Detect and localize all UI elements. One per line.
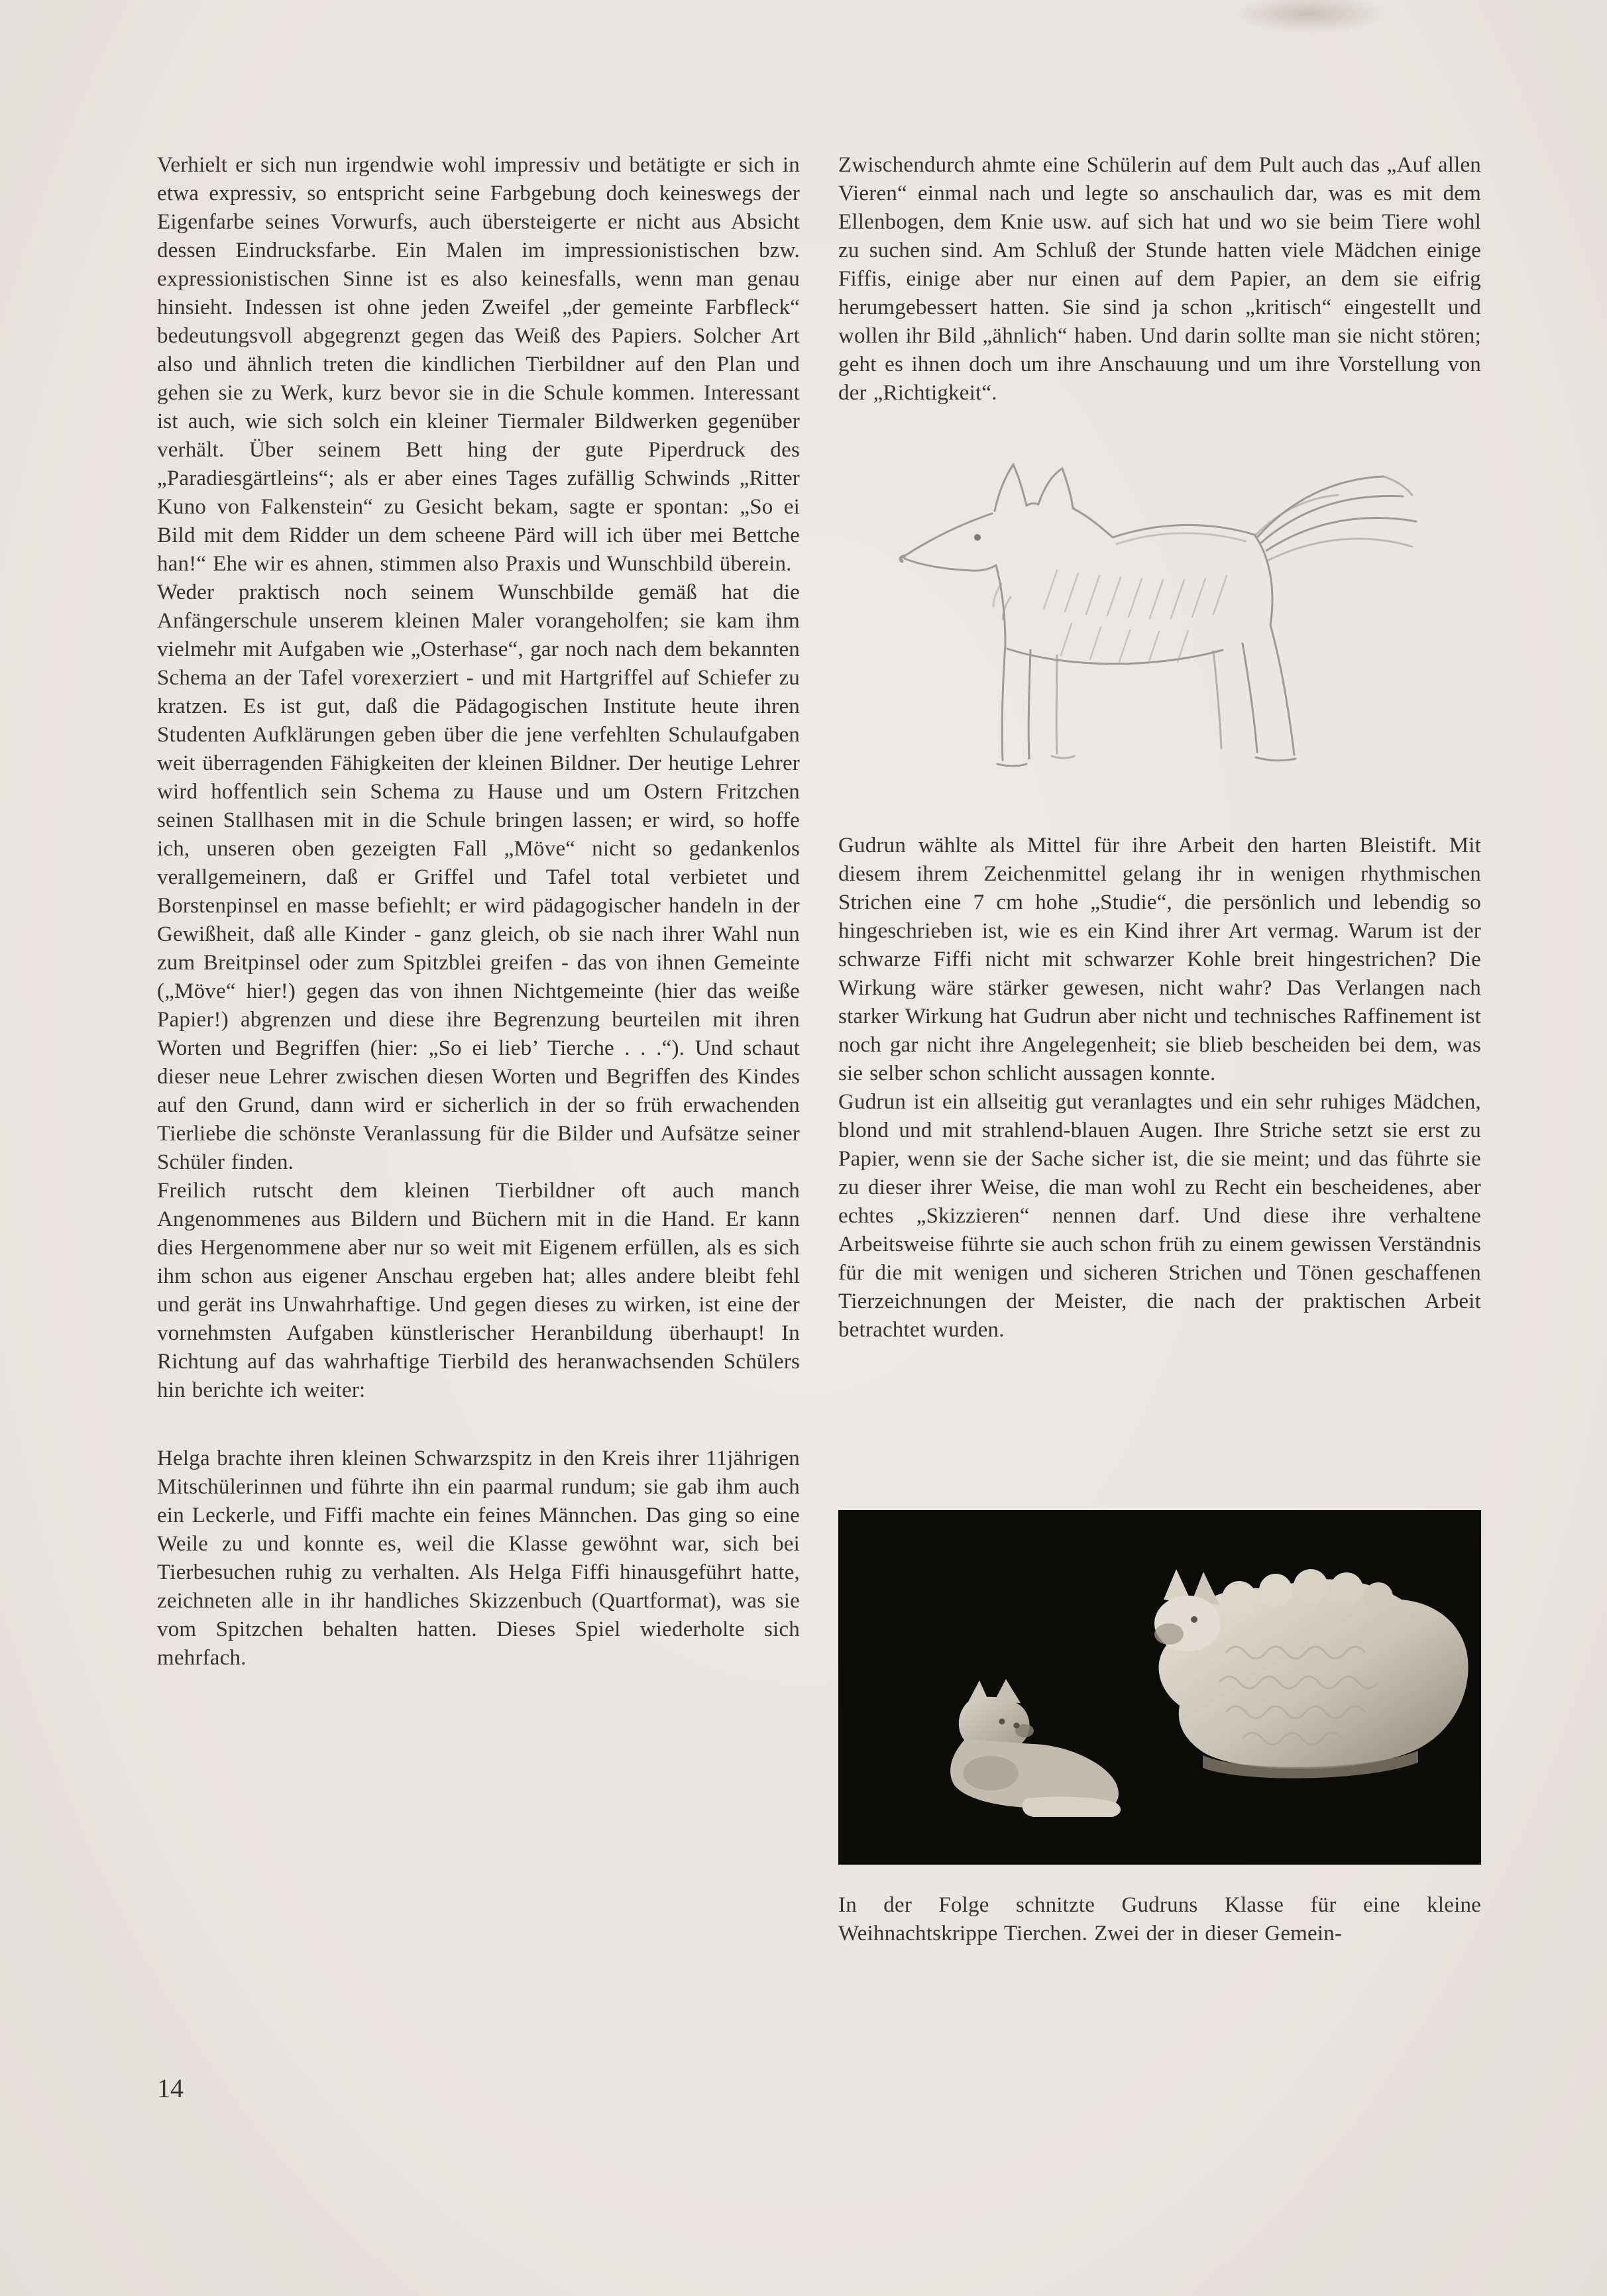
scan-smudge (1233, 0, 1385, 33)
paragraph: Weder praktisch noch seinem Wunschbilde gemäß hat die Anfängerschule unserem kleinen Maler vorangeholfen; sie kam ihm vielmehr mit Aufgaben wie „Osterhase“, gar noch nach dem bekannten Schema an der Tafel vorexerziert - und mit Hartgriffel auf Schiefer zu kratzen. Es ist gut, daß die Pädagogischen Institute heute ihren Studenten Aufklärungen geben über die jene verfehlten Schulaufgaben weit überragenden Fähigkeiten der kleinen Bildner. Der heutige Lehrer wird hoffentlich sein Schema zu Hause und um Ostern Fritzchen seinen Stallhasen mit in die Schule bringen lassen; er wird, so hoffe ich, unseren oben gezeigten Fall „Möve“ nicht so gedankenlos verallgemeinern, daß er Griffel und Tafel total verbietet und Borstenpinsel en masse befiehlt; er wird pädagogischer handeln in der Gewißheit, daß alle Kinder - ganz gleich, ob sie nach ihrer Wahl nun zum Breitpinsel oder zum Spitzblei greifen - das von ihnen Gemeinte („Möve“ hier!) gegen das von ihnen Nichtgemeinte (hier das weiße Papier!) abgrenzen und diese ihre Begrenzung beurteilen mit ihren Worten und Begriffen (hier: „So ei lieb’ Tierche . . .“). Und schaut dieser neue Lehrer zwischen diesen Worten und Begriffen des Kindes auf den Grund, dann wird er sicherlich in der so früh erwachenden Tierliebe die schönste Veranlassung für die Bilder und Aufsätze seiner Schüler finden. (157, 580, 800, 1174)
left-column (157, 151, 800, 1948)
right-column (838, 151, 1481, 1948)
dog-sketch-figure (838, 438, 1481, 809)
dog-sketch-illustration (838, 438, 1481, 809)
paragraph: Gudrun wählte als Mittel für ihre Arbeit den harten Bleistift. Mit diesem ihrem Zeichenmittel gelang ihr in wenigen rhythmischen Strichen eine 7 cm hohe „Studie“, die persönlich und lebendig so hingeschrieben ist, wie es ein Kind ihrer Art vermag. Warum ist der schwarze Fiffi nicht mit schwarzer Kohle breit hingestrichen? Die Wirkung wäre stärker gewesen, nicht wahr? Das Verlangen nach starker Wirkung hat Gudrun aber nicht und technisches Raffinement ist noch gar nicht ihre Angelegenheit; sie blieb bescheiden bei dem, was sie selber schon schlicht aussagen konnte. (838, 834, 1481, 1085)
paragraph: Gudrun ist ein allseitig gut veranlagtes und ein sehr ruhiges Mädchen, blond und mit strahlend-blauen Augen. Ihre Striche setzt sie erst zu Papier, wenn sie der Sache sicher ist, die sie meint; und das führte sie zu dieser ihrer Weise, die man wohl zu Recht ein bescheidenes, aber echtes „Skizzieren“ nennen darf. Und diese ihre verhaltene Arbeitsweise führte sie auch schon früh zu einem gewissen Verständnis für die mit wenigen und sicheren Strichen und Tönen geschaffenen Tierzeichnungen der Meister, die nach der praktischen Arbeit betrachtet wurden. (838, 1090, 1481, 1342)
text-columns (157, 151, 1481, 1948)
page-number: 14 (157, 2073, 184, 2103)
paragraph: Helga brachte ihren kleinen Schwarzspitz in den Kreis ihrer 11jährigen Mitschülerinnen und führte ihn ein paarmal rundum; sie gab ihm auch ein Leckerle, und Fiffi machte ein feines Männchen. Das ging so eine Weile zu und konnte es, weil die Klasse gewöhnt war, sich bei Tierbesuchen ruhig zu verhalten. Als Helga Fiffi hinausgeführt hatte, zeichneten alle in ihr handliches Skizzenbuch (Quartformat), was sie vom Spitzchen behalten hatten. Dieses Spiel wiederholte sich mehrfach. (157, 1447, 800, 1670)
photo-caption: In der Folge schnitzte Gudruns Klasse für eine kleine Weihnachtskrippe Tierchen. Zwei der in dieser Gemein- (838, 1893, 1481, 1945)
carvings-photo (838, 1510, 1481, 1865)
carvings-photo-figure (838, 1510, 1481, 1865)
paragraph: Verhielt er sich nun irgendwie wohl impressiv und betätigte er sich in etwa expressiv, so entspricht seine Farbgebung doch keineswegs der Eigenfarbe seines Vorwurfs, auch übersteigerte er nicht aus Absicht dessen Eindrucksfarbe. Ein Malen im impressionistischen bzw. expressionistischen Sinne ist es also keinesfalls, wenn man genau hinsieht. Indessen ist ohne jeden Zweifel „der gemeinte Farbfleck“ bedeutungsvoll abgegrenzt gegen das Weiß des Papiers. Solcher Art also und ähnlich treten die kindlichen Tierbildner auf den Plan und gehen sie zu Werk, kurz bevor sie in die Schule kommen. Interessant ist auch, wie sich solch ein kleiner Tiermaler Bildwerken gegenüber verhält. Über seinem Bett hing der gute Piperdruck des „Paradiesgärtleins“; als er aber eines Tages zufällig Schwinds „Ritter Kuno von Falkenstein“ zu Gesicht bekam, sagte er spontan: „So ei Bild mit dem Ridder un dem scheene Pärd will ich über mei Bettche han!“ Ehe wir es ahnen, stimmen also Praxis und Wunschbild überein. (157, 153, 800, 576)
paragraph: Zwischendurch ahmte eine Schülerin auf dem Pult auch das „Auf allen Vieren“ einmal nach und legte so anschaulich dar, was es mit dem Ellenbogen, dem Knie usw. auf sich hat und wo sie beim Tiere wohl zu suchen sind. Am Schluß der Stunde hatten viele Mädchen einige Fiffis, einige aber nur einen auf dem Papier, an dem sie eifrig herumgebessert hatten. Sie sind ja schon „kritisch“ eingestellt und wollen ihr Bild „ähnlich“ haben. Und darin sollte man sie nicht stören; geht es ihnen doch um ihre Anschauung und um ihre Vorstellung von der „Richtigkeit“. (838, 153, 1481, 405)
paragraph: Freilich rutscht dem kleinen Tierbildner oft auch manch Angenommenes aus Bildern und Büchern mit in die Hand. Er kann dies Hergenommene aber nur so weit mit Eigenem erfüllen, als es sich ihm schon aus eigener Anschau ergeben hat; alles andere bleibt fehl und gerät ins Unwahrhaftige. Und gegen dieses zu wirken, ist eine der vornehmsten Aufgaben künstlerischer Heranbildung überhaupt! In Richtung auf das wahrhaftige Tierbild des heranwachsenden Schülers hin berichte ich weiter: (157, 1179, 800, 1402)
